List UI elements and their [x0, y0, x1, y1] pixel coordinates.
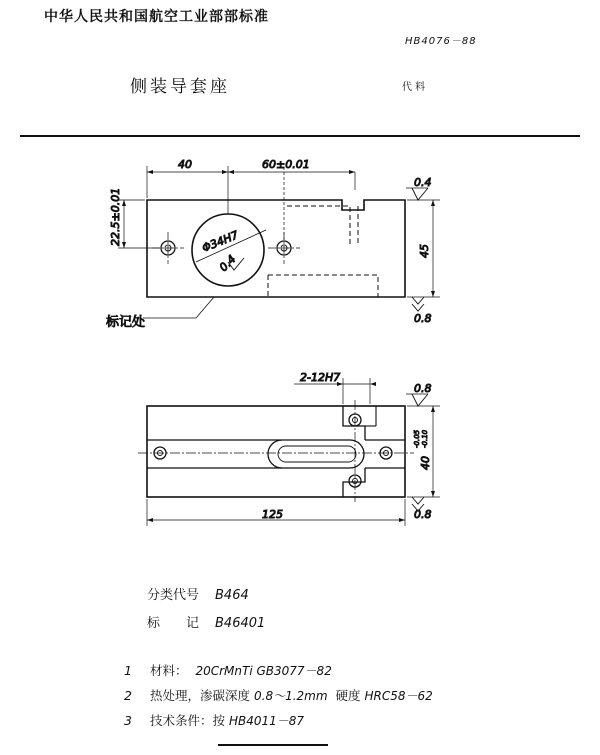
standard-organization: 中华人民共和国航空工业部部标准 — [44, 9, 269, 25]
dim-60-top: 60±0.01 — [262, 158, 310, 171]
top-view — [118, 166, 440, 318]
roughness-bore: 0.4 — [216, 252, 239, 275]
classification-code-row — [147, 584, 249, 603]
note-2-label2: 硬度 — [335, 688, 361, 703]
classification-mark-label: 标 记 — [147, 616, 200, 631]
note-1-label: 材料： — [150, 663, 188, 678]
roughness-front-bottom: 0.8 — [414, 508, 432, 521]
tolerance-upper: -0.05 — [413, 429, 421, 448]
tolerance-lower: -0.10 — [421, 429, 429, 448]
note-2-value: 0.8～1.2mm — [254, 689, 328, 703]
classification-code-label: 分类代号 — [147, 588, 200, 603]
note-1-value: 20CrMnTi GB3077－82 — [195, 664, 332, 678]
code-label: 代 料 — [402, 82, 426, 93]
roughness-bottom-top-view: 0.8 — [414, 312, 432, 325]
dim-22-5: 22.5±0.01 — [109, 187, 122, 246]
note-2-label: 热处理，渗碳深度 — [150, 688, 251, 703]
roughness-front-top: 0.8 — [414, 382, 432, 395]
standard-number: HB4076－88 — [405, 36, 477, 47]
dim-125: 125 — [262, 508, 283, 521]
note-2-number: 2 — [124, 688, 132, 703]
front-view — [138, 378, 440, 526]
footer-divider — [218, 744, 328, 746]
classification-mark-value: B46401 — [215, 616, 266, 631]
part-title: 侧装导套座 — [130, 77, 230, 97]
note-1-number: 1 — [124, 663, 132, 678]
mark-location-label: 标记处 — [106, 315, 146, 330]
note-3-number: 3 — [124, 713, 132, 728]
note-2-value2: HRC58－62 — [364, 689, 433, 703]
note-3-value: HB4011－87 — [229, 714, 305, 728]
note-1 — [124, 661, 332, 679]
dim-slot-width: 2-12H7 — [300, 371, 341, 384]
dim-45: 45 — [418, 244, 431, 258]
dim-40-top: 40 — [178, 158, 192, 171]
dim-bore-diameter: Φ34H7 — [200, 228, 241, 255]
classification-code-value: B464 — [215, 588, 249, 603]
roughness-top-right: 0.4 — [414, 176, 432, 189]
note-3 — [124, 711, 304, 729]
note-2 — [124, 686, 433, 704]
classification-mark-row — [147, 612, 265, 631]
note-3-label: 技术条件：按 — [150, 713, 226, 728]
dim-40-front: 40 — [419, 456, 432, 470]
